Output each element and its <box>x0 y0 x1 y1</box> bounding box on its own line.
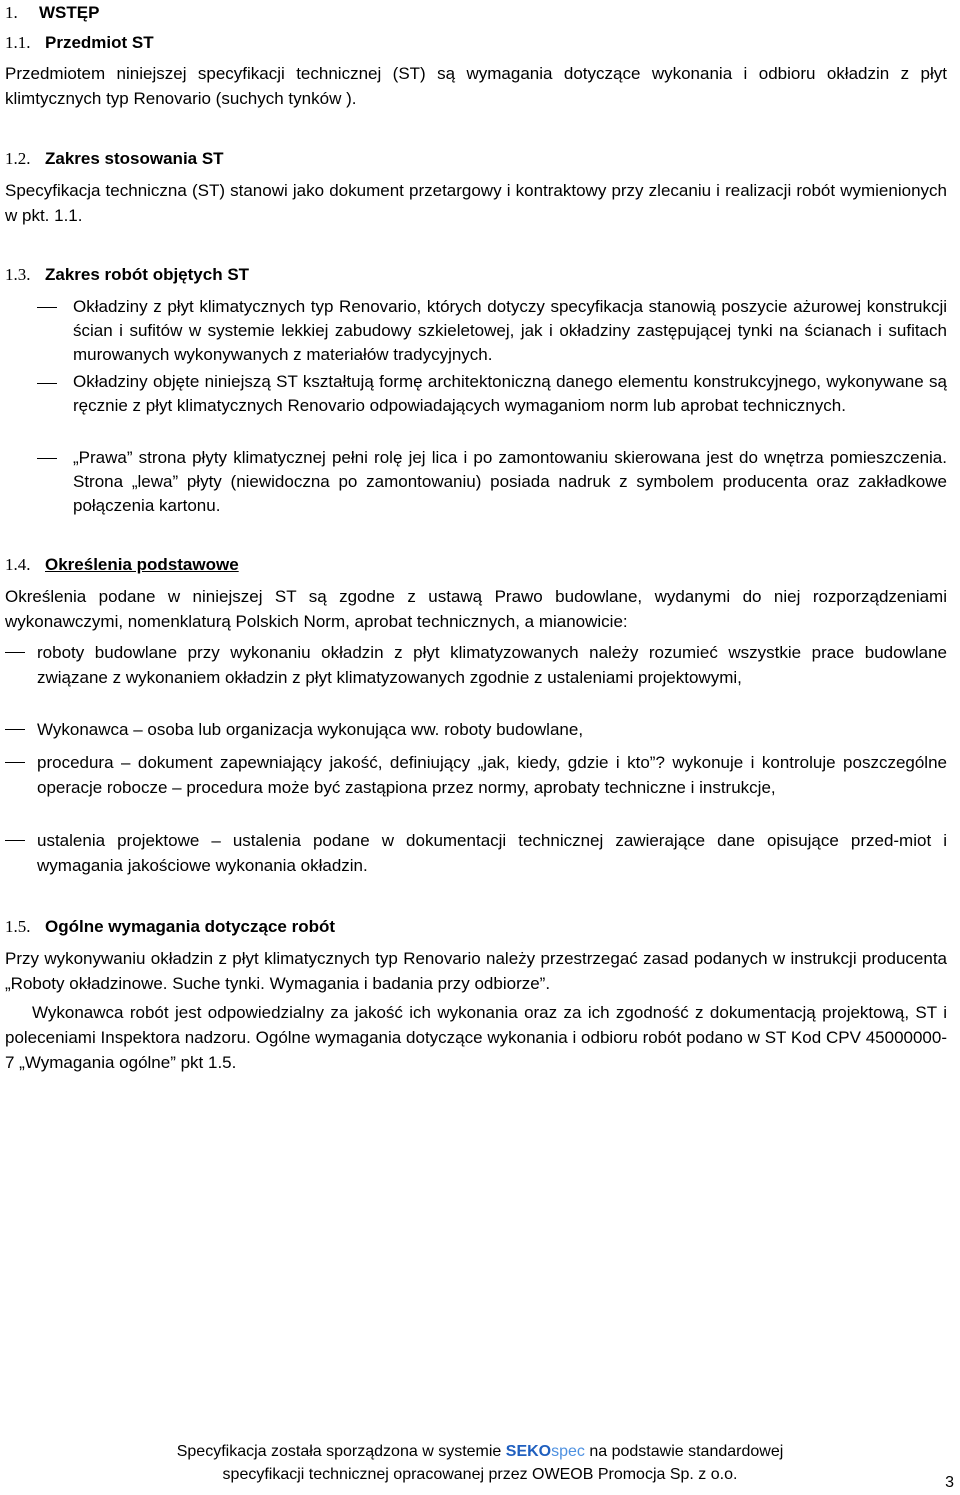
section-1-2-heading <box>5 146 224 171</box>
section-1-number: 1. <box>5 3 18 22</box>
section-1-4-item-4: ustalenia projektowe – ustalenia podane w dokumentacji technicznej zawierające dane opisujące przed-miot i wymagania jakościowe wykonania okładzin. <box>37 831 947 875</box>
footer-line-2: specyfikacji technicznej opracowanej przez OWEOB Promocja Sp. z o.o. <box>222 1466 738 1483</box>
section-1-3-item-1: Okładziny z płyt klimatycznych typ Renovario, których dotyczy specyfikacja stanowią poszycie ażurowej konstrukcji ścian i sufitów w systemie lekkiej zabudowy szkieletowej, jak i okładziny zastępującej tynki na ścianach i sufitach murowanych wykonywanych z materiałów tradycyjnych. <box>73 297 947 364</box>
section-1-4-item-3: procedura – dokument zapewniający jakość, definiujący „jak, kiedy, gdzie i kto”? wykonuje i kontroluje poszczególne operacje robocze – procedura może być zastąpiona przez normy, aprobaty techniczne i instrukcje, <box>37 753 947 797</box>
section-1-5-paragraph-2: Wykonawca robót jest odpowiedzialny za jakość ich wykonania oraz za ich zgodność z dokumentacją projektową, ST i poleceniami Inspektora nadzoru. Ogólne wymagania dotyczące wykonania i odbioru robót podano w ST Kod CPV 45000000-7 „Wymagania ogólne” pkt 1.5. <box>5 1003 947 1072</box>
section-1-2-number: 1.2. <box>5 149 31 168</box>
section-1-2-title: Zakres stosowania ST <box>45 149 224 168</box>
section-1-heading <box>5 0 99 25</box>
bullet-dash <box>5 762 25 763</box>
section-1-3-heading <box>5 262 249 287</box>
section-1-5-paragraph-1: Przy wykonywaniu okładzin z płyt klimatycznych typ Renovario należy przestrzegać zasad podanych w instrukcji producenta „Roboty okładzinowe. Suche tynki. Wymagania i badania przy odbiorze”. <box>5 949 947 993</box>
section-1-3-title: Zakres robót objętych ST <box>45 265 250 284</box>
section-1-title: WSTĘP <box>39 3 100 22</box>
section-1-2-text: Specyfikacja techniczna (ST) stanowi jako dokument przetargowy i kontraktowy przy zlecaniu i realizacji robót wymienionych w pkt. 1.1. <box>5 181 947 225</box>
section-1-5-title: Ogólne wymagania dotyczące robót <box>45 917 336 936</box>
footer-text-b: na podstawie standardowej <box>589 1443 784 1460</box>
section-1-5-heading <box>5 914 335 939</box>
section-1-4-item-2: Wykonawca – osoba lub organizacja wykonująca ww. roboty budowlane, <box>37 720 584 739</box>
section-1-3-item-2: Okładziny objęte niniejszą ST kształtują formę architektoniczną danego elementu konstrukcyjnego, wykonywane są ręcznie z płyt klimatycznych Renovario odpowiadających wymaganiom norm lub aprobat technicznych. <box>73 372 947 415</box>
page-footer <box>0 1440 960 1486</box>
section-1-5-number: 1.5. <box>5 917 31 936</box>
section-1-4-number: 1.4. <box>5 555 31 574</box>
section-1-4-item-1: roboty budowlane przy wykonaniu okładzin z płyt klimatyzowanych należy rozumieć wszystkie prace budowlane związane z wykonaniem okładzin z płyt klimatyzowanych zgodnie z ustaleniami projektowymi, <box>37 643 947 687</box>
bullet-dash <box>5 729 25 730</box>
section-1-4-text: Określenia podane w niniejszej ST są zgodne z ustawą Prawo budowlane, wydanymi do niej rozporządzeniami wykonawczymi, nomenklaturą Polskich Norm, aprobat technicznych, a mianowicie: <box>5 587 947 631</box>
bullet-dash <box>37 458 57 459</box>
section-1-3-item-3: „Prawa” strona płyty klimatycznej pełni rolę jej lica i po zamontowaniu skierowana jest do wnętrza pomieszczenia. Strona „lewa” płyty (niewidoczna po zamontowaniu) posiada nadruk z symbolem producenta oraz zakładkowe połączenia kartonu. <box>73 448 947 515</box>
bullet-dash <box>37 307 57 308</box>
bullet-dash <box>37 383 57 384</box>
section-1-1-number: 1.1. <box>5 33 31 52</box>
sekospec-logo: SEKOspec <box>505 1443 585 1460</box>
section-1-4-heading <box>5 552 239 577</box>
section-1-4-title: Określenia podstawowe <box>45 555 239 574</box>
page-number: 3 <box>945 1474 954 1491</box>
bullet-dash <box>5 840 25 841</box>
footer-text-a: Specyfikacja została sporządzona w systemie <box>176 1443 502 1460</box>
bullet-dash <box>5 652 25 653</box>
section-1-1-text: Przedmiotem niniejszej specyfikacji technicznej (ST) są wymagania dotyczące wykonania i odbioru okładzin z płyt klimtycznych typ Renovario (suchych tynków ). <box>5 64 947 108</box>
section-1-1-title: Przedmiot ST <box>45 33 154 52</box>
section-1-1-heading <box>5 30 154 55</box>
section-1-3-number: 1.3. <box>5 265 31 284</box>
